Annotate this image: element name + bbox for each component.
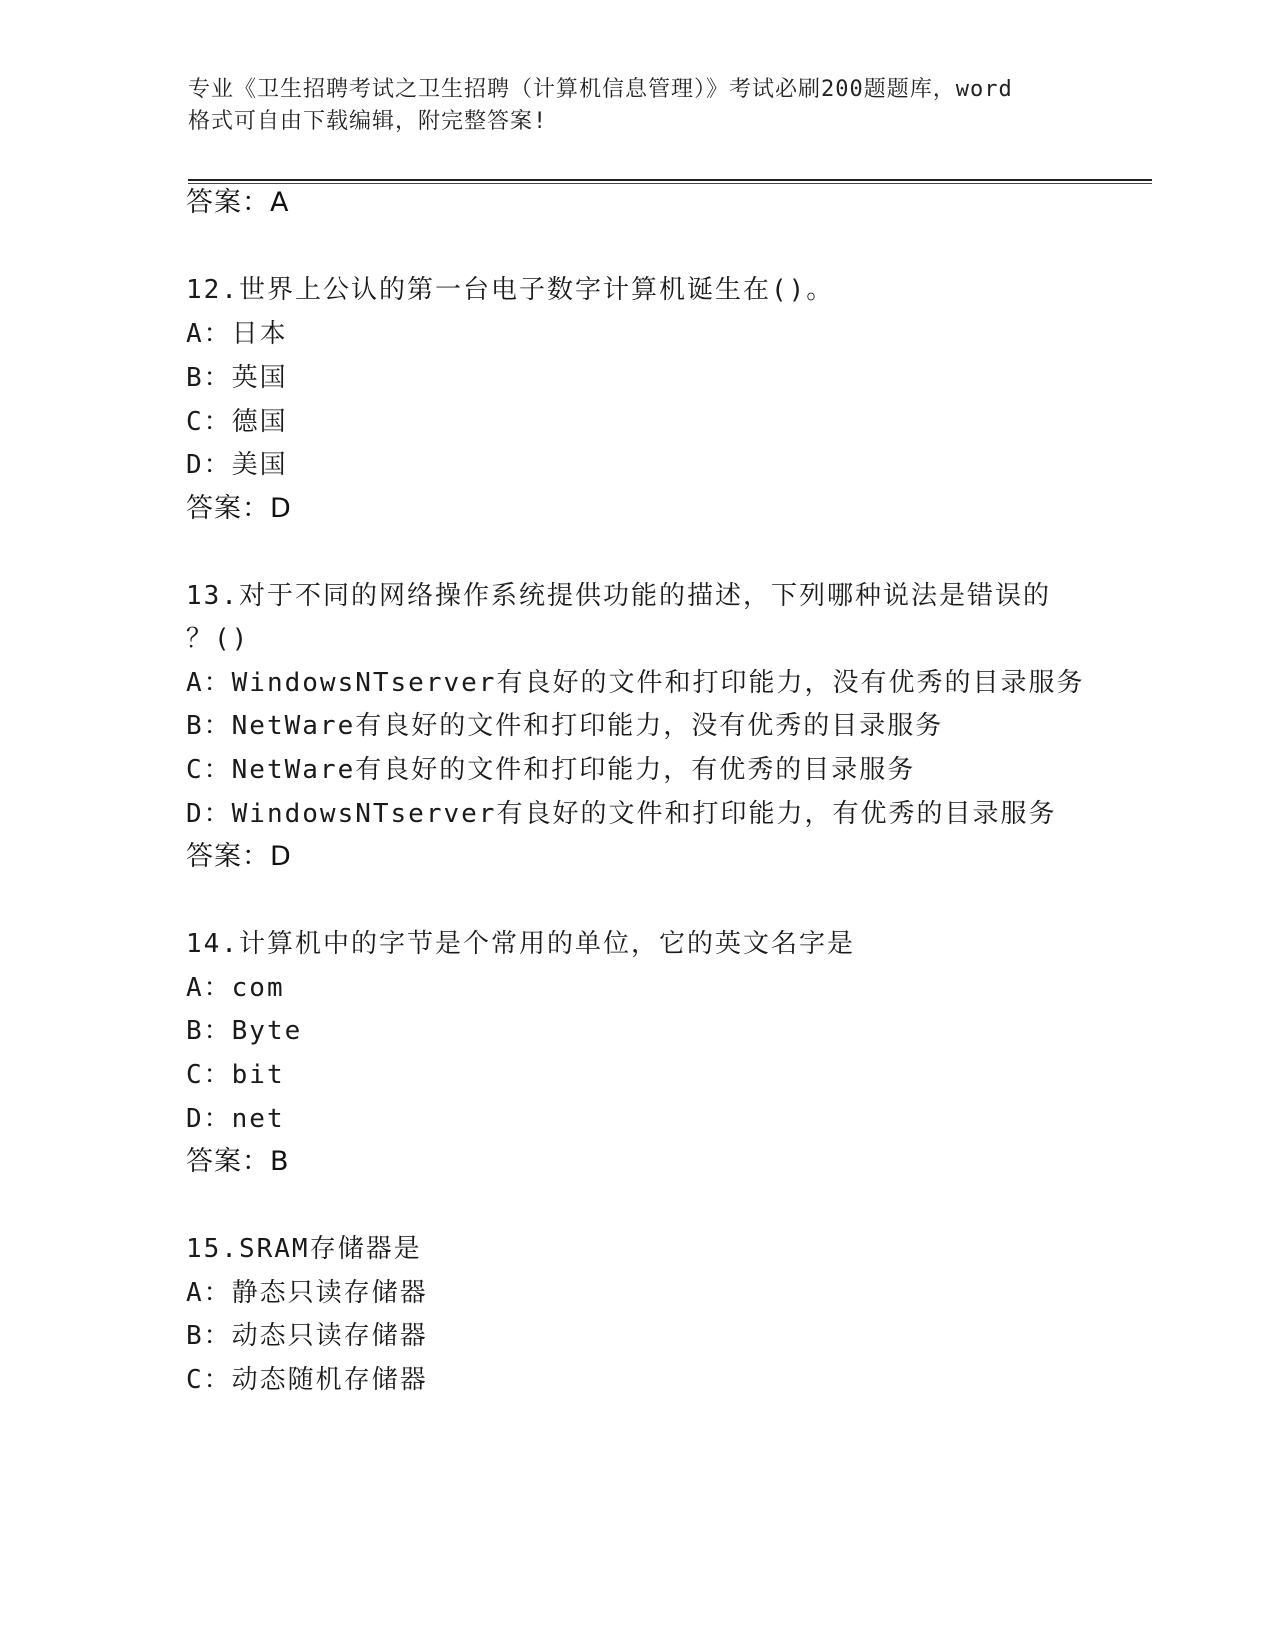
- answer-q11: 答案：A: [186, 187, 290, 218]
- question-12-answer: 答案：D: [186, 493, 292, 524]
- question-12-stem: 12.世界上公认的第一台电子数字计算机诞生在()。: [186, 275, 835, 305]
- question-14-option-c: C：bit: [186, 1060, 285, 1090]
- question-13-answer: 答案：D: [186, 841, 292, 872]
- question-13-option-b: B：NetWare有良好的文件和打印能力，没有优秀的目录服务: [186, 711, 944, 741]
- question-14-option-d: D：net: [186, 1104, 285, 1134]
- question-15-stem: 15.SRAM存储器是: [186, 1234, 422, 1264]
- question-12-option-c: C：德国: [186, 407, 288, 437]
- question-12-option-b: B：英国: [186, 363, 288, 393]
- question-14-option-a: A：com: [186, 973, 285, 1003]
- question-13-stem-continued: ？(): [186, 624, 250, 654]
- question-13-stem: 13.对于不同的网络操作系统提供功能的描述，下列哪种说法是错误的: [186, 581, 1051, 611]
- question-15-option-a: A：静态只读存储器: [186, 1278, 428, 1308]
- question-14-stem: 14.计算机中的字节是个常用的单位，它的英文名字是: [186, 929, 855, 959]
- question-15-option-c: C：动态随机存储器: [186, 1365, 428, 1395]
- question-14-answer: 答案：B: [186, 1146, 290, 1177]
- header-divider-thick: [188, 179, 1152, 181]
- header-divider-thin: [188, 183, 1152, 184]
- question-12-option-d: D：美国: [186, 450, 288, 480]
- question-13-option-a: A：WindowsNTserver有良好的文件和打印能力，没有优秀的目录服务: [186, 668, 1085, 698]
- question-12-option-a: A：日本: [186, 319, 288, 349]
- question-14-option-b: B：Byte: [186, 1016, 303, 1046]
- question-13-option-d: D：WindowsNTserver有良好的文件和打印能力，有优秀的目录服务: [186, 799, 1057, 829]
- document-header: 专业《卫生招聘考试之卫生招聘（计算机信息管理）》考试必刷200题题库，word 格式可自由下载编辑，附完整答案!: [188, 77, 1013, 134]
- question-13-option-c: C：NetWare有良好的文件和打印能力，有优秀的目录服务: [186, 755, 916, 785]
- question-15-option-b: B：动态只读存储器: [186, 1321, 428, 1351]
